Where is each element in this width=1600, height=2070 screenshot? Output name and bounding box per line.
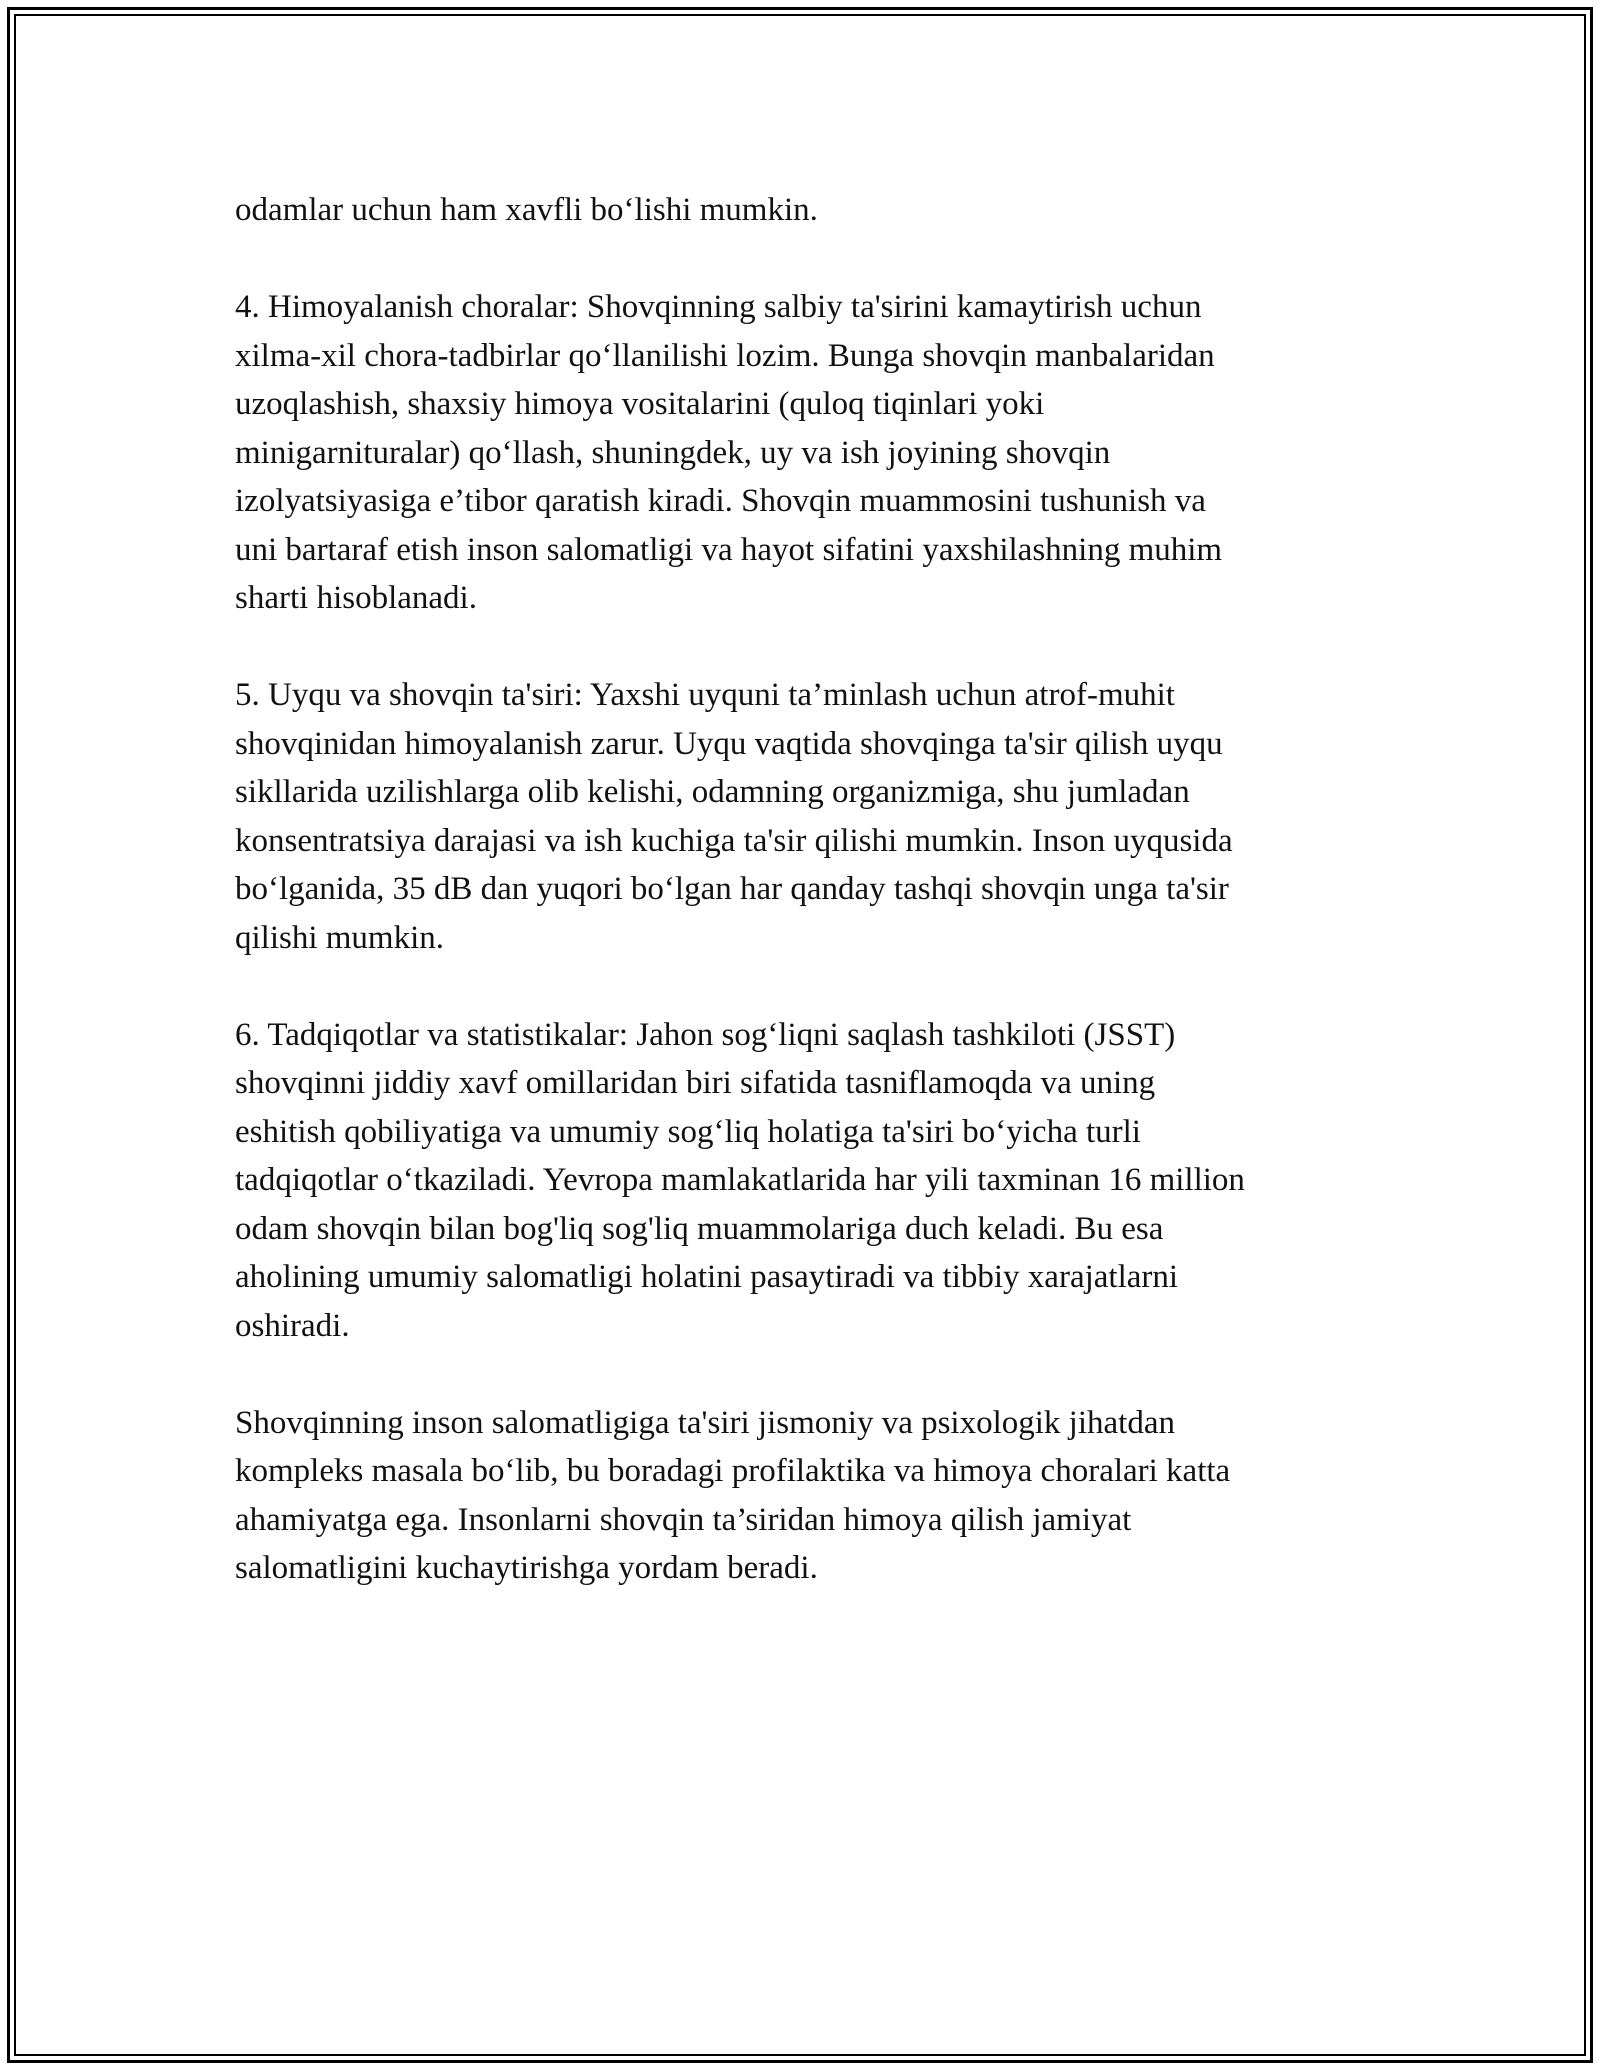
paragraph-protection-measures: 4. Himoyalanish choralar: Shovqinning salbiy ta'sirini kamaytirish uchun xilma-xil chora-tadbirlar qo‘llanilishi lozim. Bunga shovqin manbalaridan uzoqlashish, shaxsiy himoya vositalarini (quloq tiqinlari yoki minigarnituralar) qo‘llash, shuningdek, uy va ish joyining shovqin izolyatsiyasiga e’tibor qaratish kiradi. Shovqin muammosini tushunish va uni bartaraf etish inson salomatligi va hayot sifatini yaxshilashning muhim sharti hisoblanadi. bbox=[235, 289, 1223, 616]
paragraph-continuation: odamlar uchun ham xavfli bo‘lishi mumkin. bbox=[235, 192, 818, 228]
paragraph-conclusion: Shovqinning inson salomatligiga ta'siri jismoniy va psixologik jihatdan kompleks masala bo‘lib, bu boradagi profilaktika va himoya choralari katta ahamiyatga ega. Insonlarni shovqin ta’siridan himoya qilish jamiyat salomatligini kuchaytirishga yordam beradi. bbox=[235, 1404, 1231, 1586]
document-body bbox=[235, 186, 1385, 1641]
paragraph-sleep-and-noise: 5. Uyqu va shovqin ta'siri: Yaxshi uyquni ta’minlash uchun atrof-muhit shovqinidan himoyalanish zarur. Uyqu vaqtida shovqinga ta'sir qilish uyqu sikllarida uzilishlarga olib kelishi, odamning organizmiga, shu jumladan konsentratsiya darajasi va ish kuchiga ta'sir qilishi mumkin. Inson uyqusida bo‘lganida, 35 dB dan yuqori bo‘lgan har qanday tashqi shovqin unga ta'sir qilishi mumkin. bbox=[235, 677, 1233, 956]
paragraph-research-statistics: 6. Tadqiqotlar va statistikalar: Jahon sog‘liqni saqlash tashkiloti (JSST) shovqinni jiddiy xavf omillaridan biri sifatida tasniflamoqda va uning eshitish qobiliyatiga va umumiy sog‘liq holatiga ta'siri bo‘yicha turli tadqiqotlar o‘tkaziladi. Yevropa mamlakatlarida har yili taxminan 16 million odam shovqin bilan bog'liq sog'liq muammolariga duch keladi. Bu esa aholining umumiy salomatligi holatini pasaytiradi va tibbiy xarajatlarni oshiradi. bbox=[235, 1016, 1245, 1344]
